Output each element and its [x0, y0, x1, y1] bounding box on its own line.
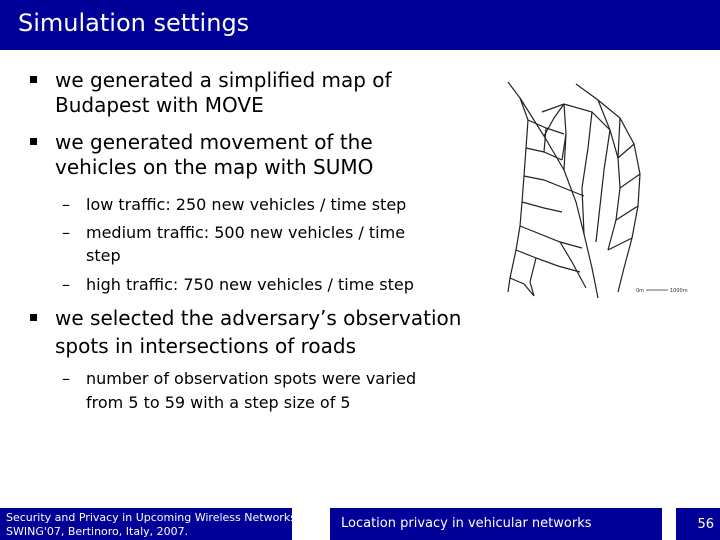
sub-bullet-text: medium traffic: 500 new vehicles / time — [86, 223, 406, 242]
footer-topic — [330, 508, 662, 540]
sub-bullet-text: low traffic: 250 new vehicles / time step — [86, 195, 407, 214]
bullet-text: spots in intersections of roads — [55, 334, 356, 358]
scale-label-end: 1000m — [670, 288, 688, 294]
road-map-svg — [500, 78, 690, 300]
scale-label-start: 0m — [636, 288, 645, 294]
bullet-text: we selected the adversary’s observation — [55, 306, 462, 330]
sub-bullet-text: step — [86, 246, 121, 265]
bullet-square-icon — [30, 76, 37, 83]
bullet-square-icon — [30, 314, 37, 321]
budapest-road-map — [500, 78, 690, 300]
footer-page — [676, 508, 720, 540]
sub-bullet-text: from 5 to 59 with a step size of 5 — [86, 393, 351, 412]
footer-conference-line1: Security and Privacy in Upcoming Wireless Networks — [6, 511, 296, 524]
dash-icon: – — [62, 369, 70, 388]
bullet-text: Budapest with MOVE — [55, 93, 264, 117]
dash-icon: – — [62, 223, 70, 242]
bullet-square-icon — [30, 138, 37, 145]
dash-icon: – — [62, 195, 70, 214]
footer-conference — [0, 508, 296, 540]
sub-bullet-text: high traffic: 750 new vehicles / time step — [86, 275, 414, 294]
bullet-text: we generated a simplified map of — [55, 68, 392, 92]
bullet-text: vehicles on the map with SUMO — [55, 155, 374, 179]
bullet-text: we generated movement of the — [55, 130, 373, 154]
sub-bullet-text: number of observation spots were varied — [86, 369, 417, 388]
page-number: 56 — [697, 517, 714, 532]
dash-icon: – — [62, 275, 70, 294]
footer-topic-text: Location privacy in vehicular networks — [341, 516, 592, 531]
footer-conference-line2: SWING'07, Bertinoro, Italy, 2007. — [6, 525, 189, 538]
slide-title: Simulation settings — [18, 9, 250, 37]
